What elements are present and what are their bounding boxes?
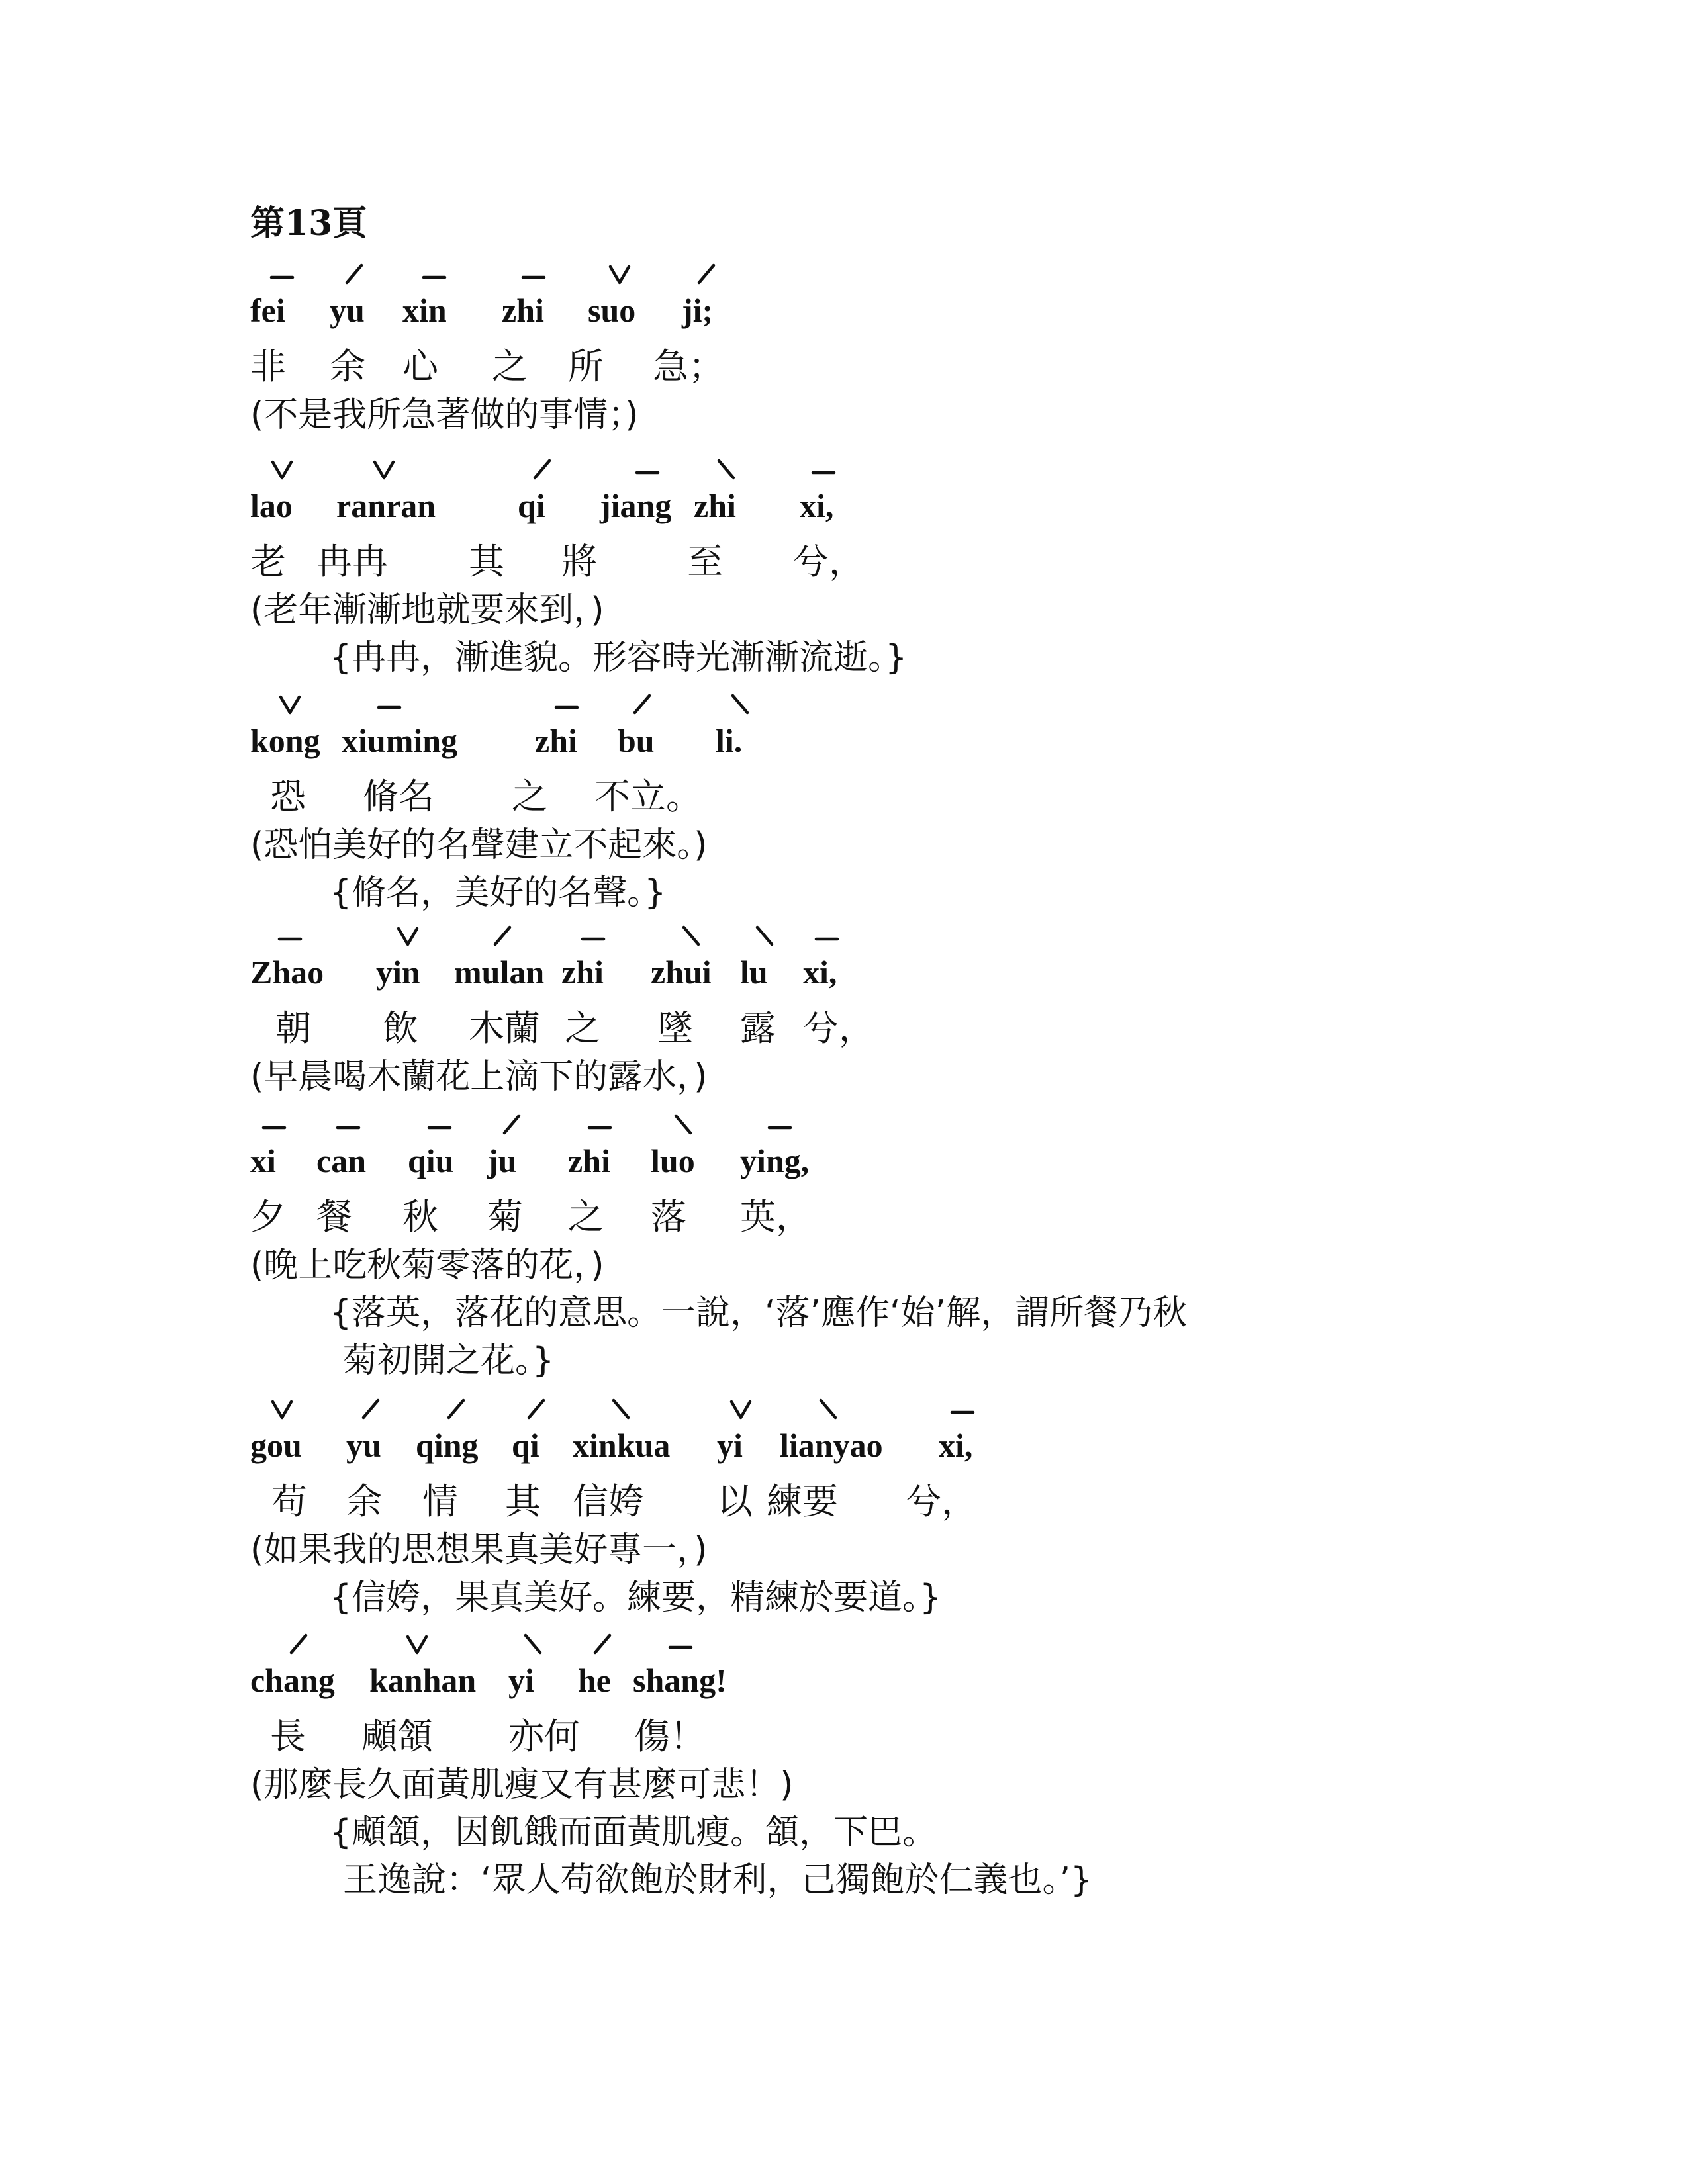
tone-mark-icon <box>677 923 704 948</box>
pinyin-syllable: kanhan <box>369 1662 477 1699</box>
pinyin-syllable: ju <box>487 1142 517 1179</box>
tone-mark-icon <box>489 923 515 948</box>
pinyin-line <box>250 457 1508 539</box>
hanzi-word: 菊 <box>487 1196 523 1238</box>
poem-stanza <box>250 261 1508 439</box>
hanzi-line <box>250 343 1508 391</box>
tone-mark-icon <box>586 1112 613 1137</box>
hanzi-word: 長 <box>270 1715 306 1757</box>
poem-stanza <box>250 1396 1508 1621</box>
annotation-note: 菊初開之花。} <box>343 1341 555 1381</box>
tone-mark-icon <box>814 923 840 948</box>
tone-mark-icon <box>692 261 719 287</box>
pinyin-line <box>250 1112 1508 1194</box>
tone-mark-icon <box>751 923 777 948</box>
pinyin-line <box>250 1631 1508 1713</box>
hanzi-word: 露 <box>740 1007 776 1049</box>
tone-mark-icon <box>442 1396 469 1422</box>
hanzi-word: 練要 <box>767 1480 838 1522</box>
pinyin-syllable: zhi <box>502 292 544 329</box>
pinyin-syllable: ranran <box>336 487 436 524</box>
tone-mark-icon <box>277 923 303 948</box>
hanzi-word: 墜 <box>657 1007 693 1049</box>
tone-mark-icon <box>371 457 397 482</box>
pinyin-syllable: qi <box>518 487 545 524</box>
pinyin-line <box>250 261 1508 343</box>
translation-line: (老年漸漸地就要來到，) <box>250 590 604 630</box>
tone-mark-icon <box>277 692 303 717</box>
hanzi-word: 之 <box>492 345 528 387</box>
hanzi-word: 急； <box>653 345 724 387</box>
tone-mark-icon <box>814 1396 841 1422</box>
pinyin-syllable: bu <box>618 722 655 759</box>
tone-mark-icon <box>520 261 547 287</box>
tone-mark-icon <box>335 1112 361 1137</box>
pinyin-line <box>250 1396 1508 1479</box>
pinyin-syllable: gou <box>250 1427 302 1464</box>
tone-mark-icon <box>261 1112 287 1137</box>
pinyin-syllable: yi <box>508 1662 534 1699</box>
pinyin-syllable: li. <box>716 722 743 759</box>
tone-mark-icon <box>949 1396 976 1422</box>
tone-mark-icon <box>634 457 661 482</box>
pinyin-syllable: qing <box>416 1427 479 1464</box>
pinyin-line <box>250 692 1508 774</box>
hanzi-line <box>250 774 1508 821</box>
tone-mark-icon <box>498 1112 524 1137</box>
pinyin-syllable: mulan <box>454 954 545 991</box>
tone-mark-icon <box>426 1112 453 1137</box>
tone-mark-icon <box>628 692 655 717</box>
tone-mark-icon <box>727 1396 754 1422</box>
hanzi-word: 木蘭 <box>469 1007 540 1049</box>
pinyin-line <box>250 923 1508 1005</box>
hanzi-word: 亦何 <box>508 1715 580 1757</box>
pinyin-syllable: yin <box>376 954 420 991</box>
hanzi-word: 情 <box>422 1480 458 1522</box>
pinyin-syllable: lianyao <box>780 1427 883 1464</box>
hanzi-word: 兮， <box>793 541 865 582</box>
hanzi-word: 以 <box>717 1480 753 1522</box>
hanzi-word: 兮， <box>906 1480 977 1522</box>
tone-mark-icon <box>712 457 739 482</box>
tone-mark-icon <box>667 1631 694 1657</box>
hanzi-line <box>250 1713 1508 1761</box>
pinyin-syllable: lao <box>250 487 293 524</box>
translation-line: (恐怕美好的名聲建立不起來。) <box>250 825 708 865</box>
translation-line: (不是我所急著做的事情；) <box>250 395 639 435</box>
tone-mark-icon <box>553 692 580 717</box>
tone-mark-icon <box>395 923 421 948</box>
tone-mark-icon <box>269 1396 295 1422</box>
pinyin-syllable: kong <box>250 722 320 759</box>
translation-line: (早晨喝木蘭花上滴下的露水，) <box>250 1057 708 1097</box>
annotation-note: 王逸說：‘眾人苟欲飽於財利，己獨飽於仁義也。’} <box>343 1860 1093 1900</box>
pinyin-syllable: zhi <box>561 954 604 991</box>
hanzi-word: 英， <box>740 1196 812 1238</box>
hanzi-word: 苟 <box>271 1480 307 1522</box>
translation-line: (晚上吃秋菊零落的花，) <box>250 1246 604 1285</box>
hanzi-word: 信姱 <box>573 1480 644 1522</box>
tone-mark-icon <box>726 692 753 717</box>
pinyin-syllable: Zhao <box>250 954 324 991</box>
hanzi-word: 之 <box>512 776 547 817</box>
pinyin-syllable: luo <box>651 1142 695 1179</box>
annotation-note: {顑頷，因飢餓而面黃肌瘦。頷，下巴。 <box>330 1813 937 1852</box>
pinyin-syllable: fei <box>250 292 285 329</box>
pinyin-syllable: chang <box>250 1662 335 1699</box>
tone-mark-icon <box>580 923 606 948</box>
tone-mark-icon <box>269 457 295 482</box>
pinyin-syllable: jiang <box>600 487 672 524</box>
hanzi-line <box>250 1005 1508 1053</box>
hanzi-line <box>250 1479 1508 1526</box>
pinyin-syllable: zhi <box>568 1142 610 1179</box>
hanzi-word: 兮， <box>803 1007 874 1049</box>
pinyin-syllable: qi <box>512 1427 539 1464</box>
hanzi-word: 脩名 <box>363 776 434 817</box>
pinyin-syllable: xi, <box>800 487 834 524</box>
translation-line: (那麼長久面黃肌瘦又有甚麼可悲！) <box>250 1765 794 1805</box>
tone-mark-icon <box>669 1112 696 1137</box>
tone-mark-icon <box>421 261 447 287</box>
poem-stanza <box>250 692 1508 917</box>
hanzi-word: 冉冉 <box>316 541 388 582</box>
pinyin-syllable: xi, <box>939 1427 973 1464</box>
pinyin-syllable: yu <box>330 292 365 329</box>
tone-mark-icon <box>269 261 295 287</box>
annotation-note: {落英，落花的意思。一說，‘落’應作‘始’解，謂所餐乃秋 <box>330 1293 1188 1333</box>
hanzi-word: 所 <box>568 345 604 387</box>
poem-stanza <box>250 1631 1508 1904</box>
poem-stanza <box>250 457 1508 682</box>
tone-mark-icon <box>606 261 633 287</box>
poem-stanza <box>250 1112 1508 1385</box>
tone-mark-icon <box>357 1396 383 1422</box>
pinyin-syllable: suo <box>588 292 636 329</box>
annotation-note: {信姱，果真美好。練要，精練於要道。} <box>330 1578 942 1617</box>
hanzi-word: 之 <box>565 1007 600 1049</box>
tone-mark-icon <box>528 457 555 482</box>
hanzi-word: 不立。 <box>594 776 702 817</box>
hanzi-word: 餐 <box>316 1196 352 1238</box>
hanzi-line <box>250 539 1508 586</box>
pinyin-syllable: zhi <box>535 722 577 759</box>
pinyin-syllable: ying, <box>740 1142 810 1179</box>
tone-mark-icon <box>522 1396 549 1422</box>
hanzi-word: 恐 <box>270 776 306 817</box>
hanzi-word: 飲 <box>383 1007 418 1049</box>
page-title: 第13頁 <box>250 203 367 244</box>
pinyin-syllable: can <box>316 1142 366 1179</box>
hanzi-word: 之 <box>568 1196 604 1238</box>
pinyin-syllable: ji; <box>682 292 714 329</box>
tone-mark-icon <box>340 261 367 287</box>
pinyin-syllable: yi <box>717 1427 743 1464</box>
hanzi-word: 心 <box>402 345 438 387</box>
pinyin-syllable: xiuming <box>342 722 458 759</box>
tone-mark-icon <box>767 1112 793 1137</box>
translation-line: (如果我的思想果真美好專一，) <box>250 1530 708 1570</box>
pinyin-syllable: shang! <box>633 1662 727 1699</box>
tone-mark-icon <box>404 1631 430 1657</box>
hanzi-word: 顑頷 <box>361 1715 433 1757</box>
hanzi-word: 傷！ <box>634 1715 706 1757</box>
tone-mark-icon <box>588 1631 615 1657</box>
pinyin-syllable: yu <box>346 1427 381 1464</box>
hanzi-word: 至 <box>687 541 723 582</box>
tone-mark-icon <box>519 1631 545 1657</box>
tone-mark-icon <box>285 1631 311 1657</box>
pinyin-syllable: he <box>578 1662 611 1699</box>
annotation-note: {脩名，美好的名聲。} <box>330 873 667 913</box>
hanzi-word: 朝 <box>275 1007 311 1049</box>
pinyin-syllable: xinkua <box>573 1427 671 1464</box>
pinyin-syllable: xi <box>250 1142 276 1179</box>
hanzi-word: 將 <box>561 541 597 582</box>
poem-stanza <box>250 923 1508 1101</box>
annotation-note: {冉冉，漸進貌。形容時光漸漸流逝。} <box>330 638 908 678</box>
hanzi-word: 夕 <box>250 1196 286 1238</box>
hanzi-word: 落 <box>651 1196 686 1238</box>
pinyin-syllable: qiu <box>408 1142 454 1179</box>
tone-mark-icon <box>376 692 402 717</box>
hanzi-word: 非 <box>250 345 286 387</box>
hanzi-word: 其 <box>505 1480 541 1522</box>
pinyin-syllable: xi, <box>803 954 837 991</box>
pinyin-syllable: xin <box>402 292 447 329</box>
tone-mark-icon <box>810 457 837 482</box>
hanzi-line <box>250 1194 1508 1242</box>
hanzi-word: 余 <box>330 345 365 387</box>
hanzi-word: 其 <box>469 541 504 582</box>
hanzi-word: 余 <box>346 1480 382 1522</box>
hanzi-word: 秋 <box>402 1196 438 1238</box>
pinyin-syllable: zhi <box>694 487 736 524</box>
pinyin-syllable: zhui <box>651 954 712 991</box>
hanzi-word: 老 <box>250 541 286 582</box>
tone-mark-icon <box>607 1396 633 1422</box>
pinyin-syllable: lu <box>740 954 768 991</box>
